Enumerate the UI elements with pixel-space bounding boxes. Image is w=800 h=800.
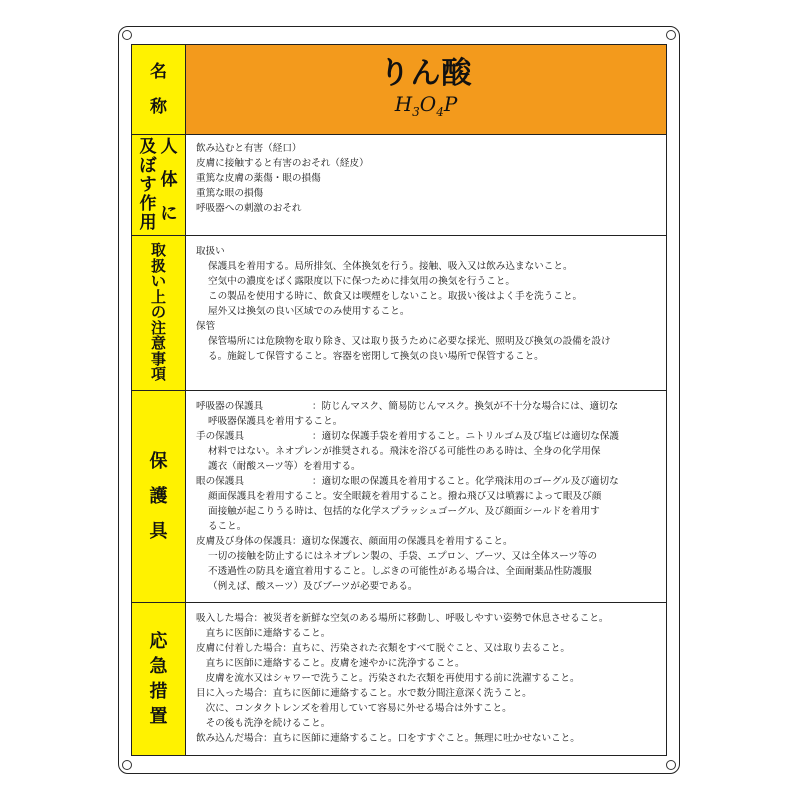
hazard-label-sheet [131,44,667,756]
handling-content [186,236,666,390]
handling-line: 屋外又は換気の良い区域でのみ使用すること。 [208,306,410,317]
chemical-name: りん酸 [379,55,473,91]
handling-line: 保護具を着用する。局所排気、全体換気を行う。接触、吸入又は飲み込まないこと。 [208,261,573,272]
mounting-hole [122,30,132,40]
first-aid-line: 飲み込んだ場合：直ちに医師に連絡すること。口をすすぐこと。無理に吐かせないこと。 [196,733,580,744]
health-effect-item: 皮膚に接触すると有害のおそれ（経皮） [196,158,369,169]
handling-line: この製品を使用する時に、飲食又は喫煙をしないこと。取扱い後はよく手を洗うこと。 [208,291,583,302]
health-effects-label: 人 体 に 及 ぼ す 作 用 [132,135,186,235]
first-aid-line: 次に、コンタクトレンズを着用していて容易に外せる場合は外すこと。 [196,703,512,714]
handling-heading: 取扱い [196,246,225,257]
handling-line: 空気中の濃度をばく露限度以下に保つために排気用の換気を行うこと。 [208,276,515,287]
health-effect-item: 重篤な皮膚の薬傷・眼の損傷 [196,173,321,184]
ppe-label: 保 護 具 [132,391,186,602]
first-aid-content [186,603,666,755]
ppe-respiratory: 呼吸器の保護具 ：防じんマスク、簡易防じんマスク。換気が不十分な場合には、適切な [196,401,619,412]
first-aid-row [132,603,666,755]
health-effect-item: 呼吸器への刺激のおそれ [196,203,302,214]
first-aid-line: 直ちに医師に連絡すること。皮膚を速やかに洗浄すること。 [196,658,465,669]
handling-row [132,236,666,391]
chemical-formula: $H_3O_4P$ [394,91,458,119]
mounting-hole [666,30,676,40]
first-aid-line: その後も洗浄を続けること。 [196,718,331,729]
first-aid-line: 直ちに医師に連絡すること。 [196,628,331,639]
ppe-row [132,391,666,603]
first-aid-label: 応 急 措 置 [132,603,186,755]
name-row [132,45,666,135]
first-aid-line: 皮膚に付着した場合：直ちに、汚染された衣類をすべて脱ぐこと、又は取り去ること。 [196,643,570,654]
ppe-content: 呼吸器の保護具 ：防じんマスク、簡易防じんマスク。換気が不十分な場合には、適切な 呼吸器保護具を着用すること。 手の保護具 ：適切な保護手袋を着用すること。ニトリルゴム及び塩ビは適切な保護 材料ではない。ネオプレンが推奨される。飛沫を浴びる可能性のある時は、全身の化学用保 護衣（耐酸スーツ等）を着用する。 眼の保護具 ：適切な眼の保護具を着用すること。化学飛沫用のゴーグル及び適切な 顔面保護具を着用すること。安全眼鏡を着用すること。撥ね飛び又は噴霧によって眼及び顔 面接触が起こりうる時は、包括的な化学スプラッシュゴーグル、及び顔面シールドを着用す ること。 皮膚及び身体の保護具 ：適切な保護衣、顔面用の保護具を着用すること。 一切の接触を防止するにはネオプレン製の、手袋、エプロン、ブーツ、又は全体スーツ等の 不透過性の防具を適宜着用すること。しぶきの可能性がある場合は、全面耐薬品性防護服 （例えば、酸スーツ）及びブーツが必要である。 [186,391,666,602]
ppe-eye: 眼の保護具 ：適切な眼の保護具を着用すること。化学飛沫用のゴーグル及び適切な [196,476,619,487]
storage-heading: 保管 [196,321,216,332]
storage-line: る。施錠して保管すること。容器を密閉して換気の良い場所で保管すること。 [208,351,544,362]
mounting-hole [122,760,132,770]
first-aid-line: 皮膚を流水又はシャワーで洗うこと。汚染された衣類を再使用する前に洗濯すること。 [196,673,580,684]
handling-label: 取 扱 い 上 の 注 意 事 項 [132,236,186,390]
storage-line: 保管場所には危険物を取り除き、又は取り扱うために必要な採光、照明及び換気の設備を設け [208,336,611,347]
health-effects-row [132,135,666,236]
health-effects-content [186,135,666,235]
name-content [186,45,666,134]
ppe-skin: 皮膚及び身体の保護具 ：適切な保護衣、顔面用の保護具を着用すること。 [196,536,513,547]
mounting-hole [666,760,676,770]
first-aid-line: 目に入った場合：直ちに医師に連絡すること。水で数分間注意深く洗うこと。 [196,688,532,699]
first-aid-line: 吸入した場合：被災者を新鮮な空気のある場所に移動し、呼吸しやすい姿勢で休息させること。 [196,613,609,624]
ppe-hand: 手の保護具 ：適切な保護手袋を着用すること。ニトリルゴム及び塩ビは適切な保護 [196,431,619,442]
name-label: 名 称 [132,45,186,134]
health-effect-item: 重篤な眼の損傷 [196,188,264,199]
health-effect-item: 飲み込むと有害（経口） [196,143,302,154]
